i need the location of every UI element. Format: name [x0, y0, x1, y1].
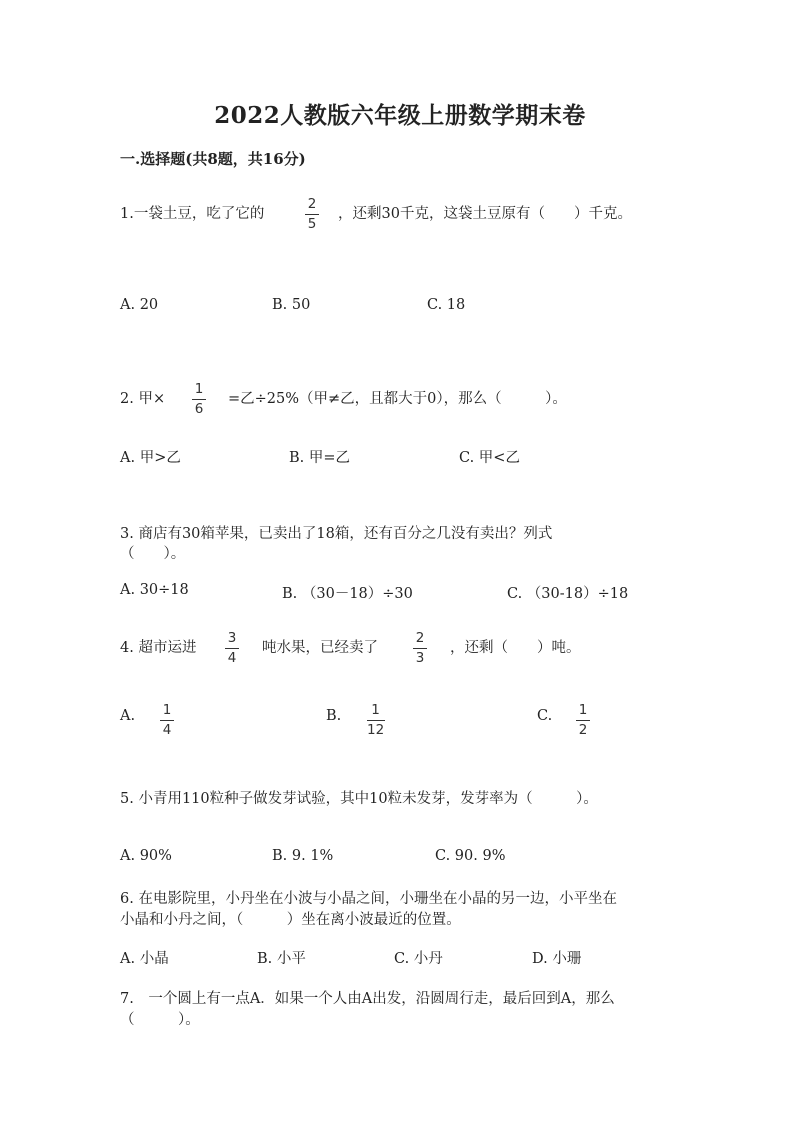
q3-line-1: 3. 商店有30箱苹果，已卖出了18箱，还有百分之几没有卖出？列式 [120, 526, 553, 542]
q4-option-c-fraction [576, 703, 590, 738]
q4-frac2-numerator: 2 [415, 630, 425, 646]
q4-option-a-denominator: 4 [162, 722, 172, 738]
q4-fraction-2 [413, 631, 427, 666]
q2-text-after: =乙÷25%（甲≠乙，且都大于0），那么（ ）。 [228, 391, 567, 407]
q4-text-before: 4. 超市运进 [120, 640, 197, 656]
q1-text-after: ，还剩30千克，这袋土豆原有（ ）千克。 [338, 206, 632, 222]
q6-line-2: 小晶和小丹之间，（ ）坐在离小波最近的位置。 [120, 912, 461, 928]
q2-fraction [192, 382, 206, 417]
q2-option-b: B. 甲=乙 [289, 450, 351, 466]
q3-line-2: （ ）。 [120, 546, 186, 562]
q3-option-b: B. （30－18）÷30 [282, 586, 413, 602]
fraction-bar [413, 648, 427, 649]
q5-option-b: B. 9. 1% [272, 848, 334, 864]
q6-line-1: 6. 在电影院里，小丹坐在小波与小晶之间，小珊坐在小晶的另一边，小平坐在 [120, 891, 617, 907]
q1-fraction [305, 197, 319, 232]
q4-option-a-numerator: 1 [162, 702, 172, 718]
q1-text-before: 1.一袋土豆，吃了它的 [120, 206, 265, 222]
fraction-bar [305, 214, 319, 215]
q2-frac-denominator: 6 [194, 401, 204, 417]
q4-option-b-numerator: 1 [371, 702, 380, 718]
q6-option-b: B. 小平 [257, 951, 306, 967]
q1-option-a: A. 20 [120, 297, 159, 313]
fraction-bar [367, 720, 385, 721]
q2-option-a: A. 甲>乙 [120, 450, 181, 466]
q7-line-2: （ ）。 [120, 1012, 200, 1028]
fraction-bar [192, 399, 206, 400]
q6-option-c: C. 小丹 [394, 951, 443, 967]
q4-option-c-numerator: 1 [578, 702, 588, 718]
q3-option-c: C. （30-18）÷18 [507, 586, 629, 602]
q4-option-a-label: A. [120, 708, 136, 724]
q1-frac-denominator: 5 [307, 216, 317, 232]
q5-text: 5. 小青用110粒种子做发芽试验，其中10粒未发芽，发芽率为（ ）。 [120, 791, 598, 807]
q4-text-middle: 吨水果，已经卖了 [262, 640, 378, 656]
q4-option-b-fraction [366, 703, 385, 738]
q4-option-b-label: B. [326, 708, 342, 724]
q5-option-c: C. 90. 9% [435, 848, 506, 864]
q4-option-b-denominator: 12 [367, 722, 385, 738]
q6-option-a: A. 小晶 [120, 951, 169, 967]
q1-option-b: B. 50 [272, 297, 311, 313]
q1-frac-numerator: 2 [307, 196, 317, 212]
q2-text-before: 2. 甲× [120, 391, 166, 407]
q4-frac1-denominator: 4 [227, 650, 237, 666]
q2-frac-numerator: 1 [194, 381, 204, 397]
q4-option-c-denominator: 2 [578, 722, 588, 738]
section-heading: 一.选择题(共8题，共16分) [120, 150, 306, 168]
q2-option-c: C. 甲<乙 [459, 450, 520, 466]
q5-option-a: A. 90% [120, 848, 172, 864]
q1-option-c: C. 18 [427, 297, 466, 313]
fraction-bar [160, 720, 174, 721]
q4-option-a-fraction [160, 703, 174, 738]
q7-line-1: 7. 一个圆上有一点A．如果一个人由A出发，沿圆周行走，最后回到A，那么 [120, 991, 615, 1007]
q4-fraction-1 [225, 631, 239, 666]
q4-frac2-denominator: 3 [415, 650, 425, 666]
q4-option-c-label: C. [537, 708, 553, 724]
q3-option-a: A. 30÷18 [120, 582, 189, 598]
q4-frac1-numerator: 3 [227, 630, 237, 646]
page-title: 2022人教版六年级上册数学期末卷 [214, 102, 586, 129]
fraction-bar [576, 720, 590, 721]
q4-text-after: ，还剩（ ）吨。 [450, 640, 581, 656]
fraction-bar [225, 648, 239, 649]
q6-option-d: D. 小珊 [532, 951, 582, 967]
